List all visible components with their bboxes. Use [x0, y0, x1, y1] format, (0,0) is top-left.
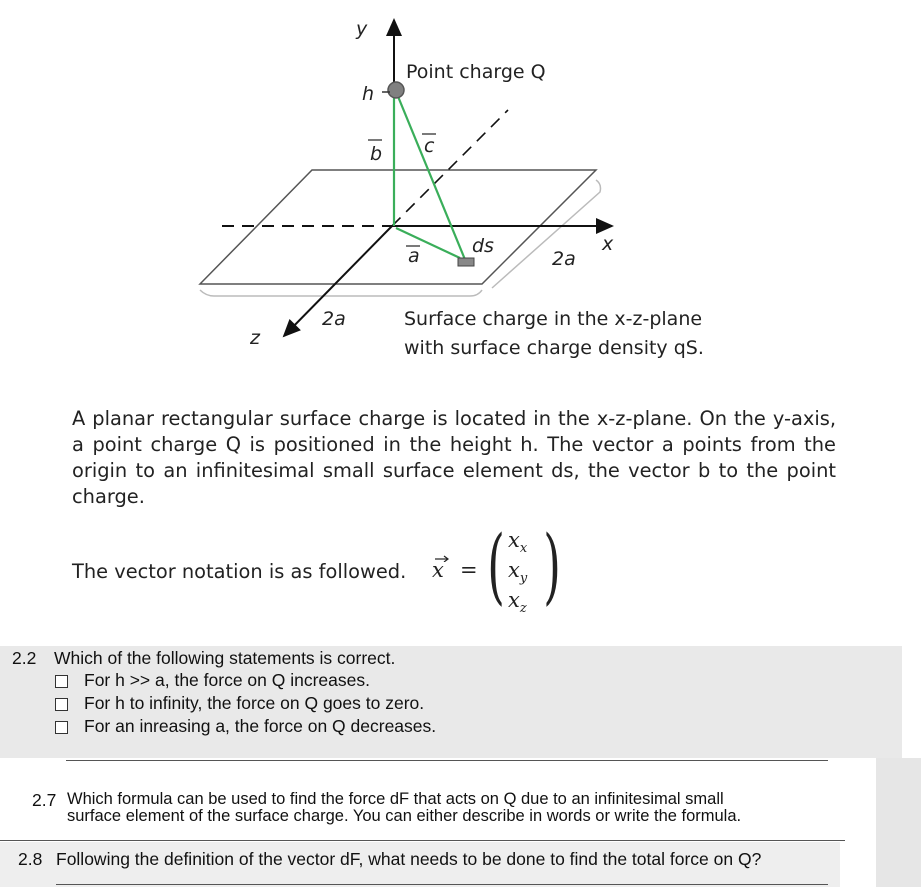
h-label: h [362, 83, 375, 105]
equals-sign: = [460, 558, 478, 582]
answer-line-2-8 [56, 884, 828, 885]
vector-a-label: a [408, 245, 420, 267]
right-paren: ) [543, 519, 561, 614]
side-panel [876, 758, 921, 887]
question-2-8-number: 2.8 [18, 849, 43, 869]
z-axis-label: z [250, 327, 260, 349]
question-2-8-block [0, 842, 840, 887]
option-1-checkbox[interactable] [55, 675, 68, 688]
question-2-7-line1: Which formula can be used to find the force dF that acts on Q due to an infinitesimal small [67, 790, 724, 808]
option-2-checkbox[interactable] [55, 698, 68, 711]
side-label-x: 2a [552, 248, 576, 270]
question-2-7-line2: surface element of the surface charge. You can either describe in words or write the formula. [67, 807, 742, 825]
component-z: $x_z$ [508, 588, 527, 617]
option-2-text: For h to infinity, the force on Q goes to zero. [84, 693, 425, 713]
vector-c-label: c [424, 135, 435, 157]
vector-x-symbol: x [432, 558, 444, 582]
left-paren: ( [487, 519, 505, 614]
option-1-text: For h >> a, the force on Q increases. [84, 670, 370, 690]
question-2-2-block [0, 646, 902, 758]
vector-x-arrow-mark [434, 554, 450, 562]
point-charge [388, 82, 404, 98]
y-axis-label: y [356, 18, 368, 40]
surface-caption-line1: Surface charge in the x-z-plane [404, 308, 703, 330]
dimension-bracket-z [200, 290, 482, 296]
ds-label: ds [472, 235, 494, 257]
vector-b-label: b [370, 143, 383, 165]
notation-text: The vector notation is as followed. [72, 560, 407, 583]
option-3-text: For an inreasing a, the force on Q decreases. [84, 716, 437, 736]
x-axis-label: x [602, 233, 614, 255]
question-2-2-number: 2.2 [12, 648, 37, 668]
answer-line-2-2 [66, 760, 828, 761]
question-2-2-text: Which of the following statements is correct. [54, 648, 396, 668]
surface-caption-line2: with surface charge density qS. [404, 337, 704, 359]
point-charge-label: Point charge Q [406, 61, 546, 83]
problem-description: A planar rectangular surface charge is located in the x-z-plane. On the y-axis, a point charge Q is positioned in the height h. The vector a points from the origin to an infinitesimal small surface element ds, the vector b to the point charge. [72, 407, 836, 508]
component-x: $x_x$ [508, 528, 528, 557]
answer-line-2-7 [0, 840, 845, 841]
side-label-z: 2a [322, 308, 346, 330]
question-2-8-text: Following the definition of the vector dF, what needs to be done to find the total force on Q? [56, 849, 762, 869]
question-2-7-number: 2.7 [32, 790, 57, 810]
component-y: $x_y$ [508, 558, 528, 587]
surface-element-ds [458, 258, 474, 266]
option-3-checkbox[interactable] [55, 721, 68, 734]
surface-charge-figure [0, 0, 921, 400]
